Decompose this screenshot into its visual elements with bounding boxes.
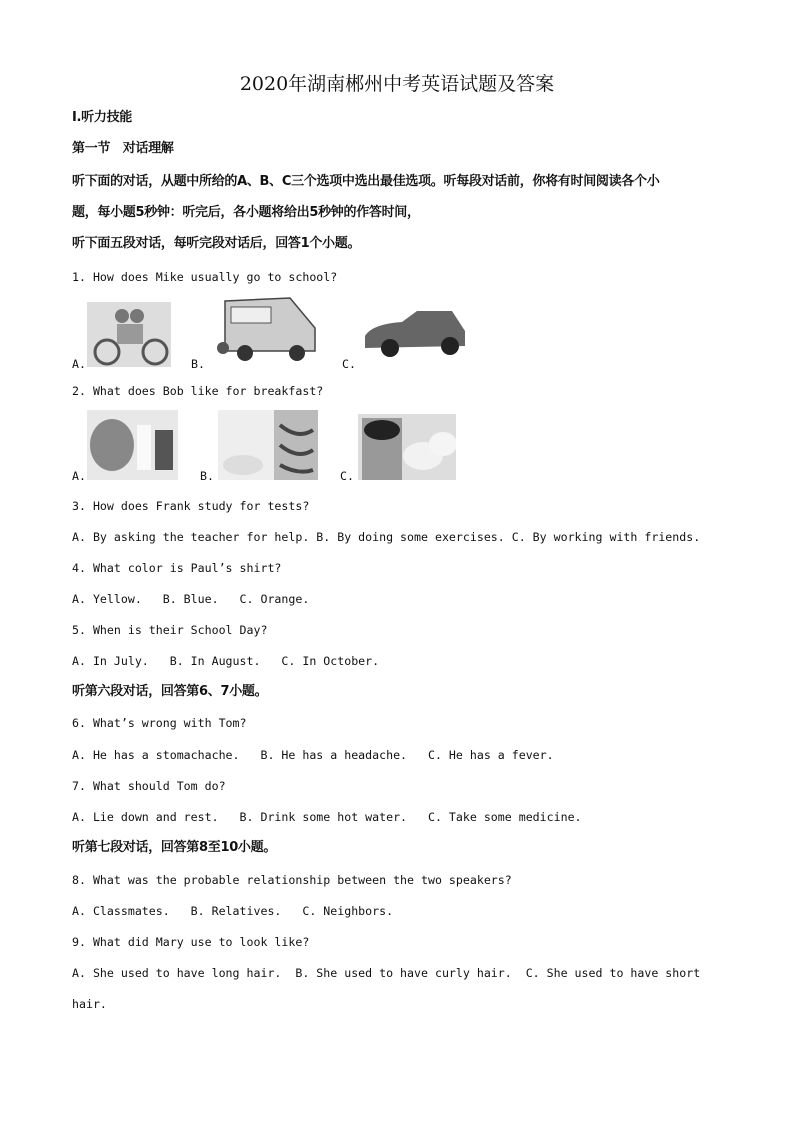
option-label: B. (191, 357, 205, 371)
option-label: A. (72, 469, 86, 483)
instructions-line: 听下面的对话，从题中所给的A、B、C三个选项中选出最佳选项。听每段对话前，你将有时间阅读各个小 (72, 174, 660, 189)
section-heading: Ⅰ.听力技能 (72, 110, 132, 125)
option-label: B. (200, 469, 214, 483)
question-6-options: A. He has a stomachache. B. He has a headache. C. He has a fever. (72, 748, 554, 762)
instructions-line: 听下面五段对话，每听完段对话后，回答1个小题。 (72, 236, 361, 251)
page-title: 2020年湖南郴州中考英语试题及答案 (239, 73, 555, 95)
question-2: 2. What does Bob like for breakfast? (72, 384, 324, 398)
dialogue-6-heading: 听第六段对话，回答第6、7小题。 (72, 684, 268, 699)
question-9: 9. What did Mary use to look like? (72, 935, 310, 949)
option-label: C. (342, 357, 356, 371)
instructions-line: 题，每小题5秒钟：听完后，各小题将给出5秒钟的作答时间， (72, 205, 420, 220)
question-8-options: A. Classmates. B. Relatives. C. Neighbors. (72, 904, 394, 918)
question-4-options: A. Yellow. B. Blue. C. Orange. (72, 592, 310, 606)
question-1: 1. How does Mike usually go to school? (72, 270, 338, 284)
question-4: 4. What color is Paul’s shirt? (72, 561, 282, 575)
option-label: A. (72, 357, 86, 371)
question-5: 5. When is their School Day? (72, 623, 268, 637)
car-picture (362, 306, 467, 360)
question-9-options-cont: hair. (72, 997, 107, 1011)
question-6: 6. What’s wrong with Tom? (72, 716, 247, 730)
question-7: 7. What should Tom do? (72, 779, 226, 793)
school-bus-picture (215, 293, 318, 364)
hotdog-picture (218, 410, 318, 480)
question-5-options: A. In July. B. In August. C. In October. (72, 654, 380, 668)
question-3-options: A. By asking the teacher for help. B. By doing some exercises. C. By working with friends. (72, 530, 701, 544)
bicycle-picture (87, 302, 171, 367)
coffee-eggs-picture (358, 414, 456, 480)
dialogue-7-heading: 听第七段对话，回答第8至10小题。 (72, 840, 277, 855)
subsection-heading: 第一节 对话理解 (72, 141, 174, 156)
question-7-options: A. Lie down and rest. B. Drink some hot water. C. Take some medicine. (72, 810, 582, 824)
question-3: 3. How does Frank study for tests? (72, 499, 310, 513)
bread-milk-picture (87, 410, 178, 480)
question-8: 8. What was the probable relationship between the two speakers? (72, 873, 512, 887)
option-label: C. (340, 469, 354, 483)
question-9-options: A. She used to have long hair. B. She used to have curly hair. C. She used to have short (72, 966, 701, 980)
